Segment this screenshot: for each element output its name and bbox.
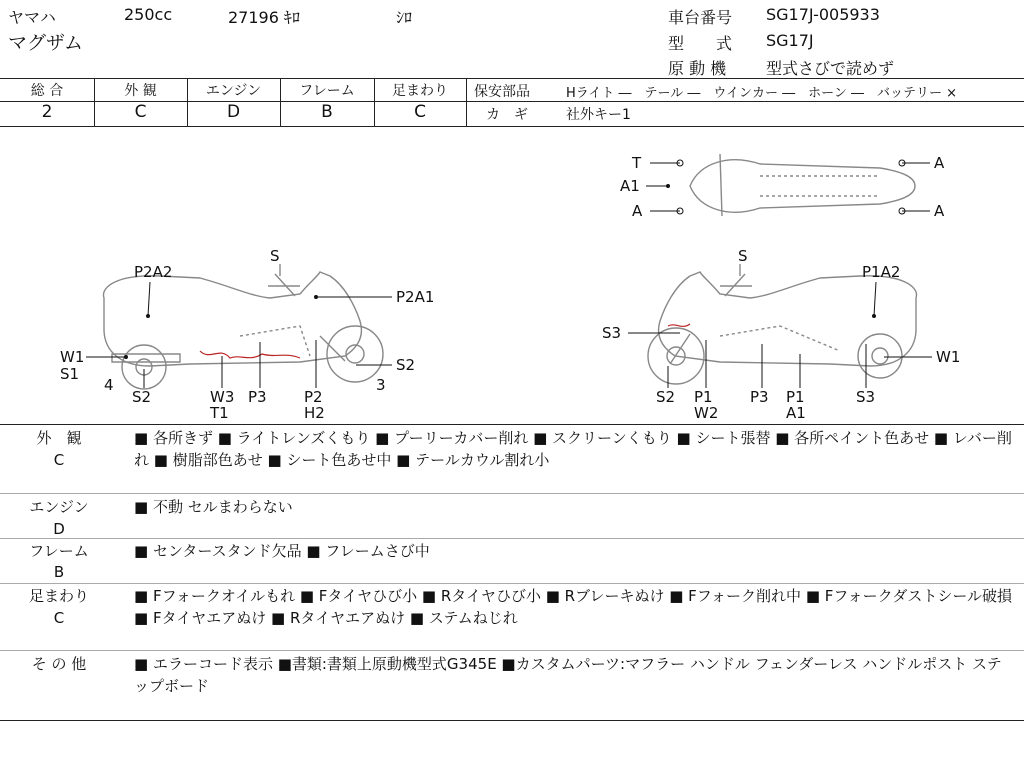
cond-other-text: ■ エラーコード表示 ■書類:書類上原動機型式G345E ■カスタムパーツ:マフラー ハンドル フェンダーレス ハンドルポスト ステップボード <box>134 655 1002 695</box>
grade-frame-label: フレーム <box>299 83 355 99</box>
label-4: 4 <box>104 376 114 394</box>
label-p1: P1 <box>694 388 713 406</box>
cond-suspension-label: 足まわり <box>28 587 89 605</box>
cond-suspension-text: ■ Fフォークオイルもれ ■ Fタイヤひび小 ■ Rタイヤひび小 ■ Rブレーキぬけ ■ Fフォーク削れ中 ■ Fフォークダストシール破損 ■ Fタイヤエアぬけ ■ Rタイヤエアぬけ ■ ステムねじれ <box>134 587 1013 627</box>
cond-other-label: そ の 他 <box>31 655 87 673</box>
grade-engine-value: D <box>226 102 241 122</box>
label-a-bottom-right: A <box>934 202 945 220</box>
mileage: 27196 ｷﾛ <box>228 8 300 27</box>
label-p3-left: P3 <box>248 388 267 406</box>
cond-exterior-label: 外 観 <box>36 429 82 447</box>
label-3: 3 <box>376 376 386 394</box>
label-t-top: T <box>632 154 642 172</box>
cond-engine-label: エンジン <box>29 498 89 516</box>
label-s: S <box>270 247 280 265</box>
grade-exterior-label: 外 観 <box>124 83 157 99</box>
cond-exterior-text: ■ 各所きず ■ ライトレンズくもり ■ プーリーカバー削れ ■ スクリーンくもり ■ シート張替 ■ 各所ペイント色あせ ■ レバー削れ ■ 樹脂部色あせ ■ シート色あせ中 ■ テールカウル割れ小 <box>134 429 1012 469</box>
damage-mark <box>200 351 300 358</box>
grade-frame-value: B <box>321 102 333 122</box>
cond-engine-grade: D <box>53 520 65 538</box>
label-a-top-left: A <box>632 202 643 220</box>
displacement: 250cc <box>124 5 173 24</box>
cond-exterior-grade: C <box>53 451 65 469</box>
cond-frame-text: ■ センタースタンド欠品 ■ フレームさび中 <box>134 542 430 560</box>
damage-mark <box>668 324 690 326</box>
type-label: 型 式 <box>668 34 733 53</box>
grade-overall-value: 2 <box>41 102 53 122</box>
frame-no: SG17J-005933 <box>766 5 880 24</box>
grade-suspension-label: 足まわり <box>392 83 448 99</box>
label-w1-right: W1 <box>936 348 961 366</box>
grade-overall-label: 総 合 <box>30 83 64 99</box>
divider <box>0 78 1024 79</box>
label-a1-top: A1 <box>620 177 640 195</box>
model-name: マグザム <box>8 32 84 54</box>
label-t1: T1 <box>210 404 229 422</box>
grade-suspension-value: C <box>414 102 426 122</box>
color: ｼﾛ <box>396 8 413 27</box>
cond-engine-text: ■ 不動 セルまわらない <box>134 498 293 516</box>
cond-suspension-grade: C <box>53 609 65 627</box>
cond-frame-grade: B <box>53 563 65 581</box>
scooter-top-view <box>690 154 915 216</box>
label-s2-left: S2 <box>132 388 152 406</box>
label-s-right: S <box>738 247 748 265</box>
label-p2a2: P2A2 <box>134 263 173 281</box>
engine-value: 型式さびで読めず <box>766 59 895 78</box>
label-p2a1: P2A1 <box>396 288 435 306</box>
maker: ヤマハ <box>8 8 56 27</box>
label-w3: W3 <box>210 388 235 406</box>
key-value: 社外キー1 <box>566 107 631 123</box>
label-s2-rear: S2 <box>656 388 676 406</box>
label-p1a2: P1A2 <box>862 263 901 281</box>
cond-frame-label: フレーム <box>29 542 89 560</box>
safety-label: 保安部品 <box>474 84 530 100</box>
label-s2-right: S2 <box>396 356 416 374</box>
label-a-top-right: A <box>934 154 945 172</box>
label-a1-lower: A1 <box>786 404 806 422</box>
label-s3-right: S3 <box>856 388 876 406</box>
label-w2: W2 <box>694 404 719 422</box>
label-p2: P2 <box>304 388 323 406</box>
engine-label: 原 動 機 <box>668 59 727 78</box>
type-value: SG17J <box>766 31 814 50</box>
safety-items: Hライト ― テール ― ウインカー ― ホーン ― バッテリー × <box>566 86 958 101</box>
scooter-right-side <box>648 264 917 384</box>
label-s1: S1 <box>60 365 80 383</box>
label-s3-left: S3 <box>602 324 622 342</box>
label-h2: H2 <box>304 404 325 422</box>
scooter-left-side <box>103 264 383 389</box>
damage-diagram <box>0 126 1024 424</box>
frame-no-label: 車台番号 <box>668 8 733 27</box>
grade-engine-label: エンジン <box>205 83 262 99</box>
label-p1-lower: P1 <box>786 388 805 406</box>
label-w1: W1 <box>60 348 85 366</box>
label-p3-right: P3 <box>750 388 769 406</box>
key-label: カ ギ <box>486 107 528 123</box>
grade-exterior-value: C <box>134 102 147 122</box>
